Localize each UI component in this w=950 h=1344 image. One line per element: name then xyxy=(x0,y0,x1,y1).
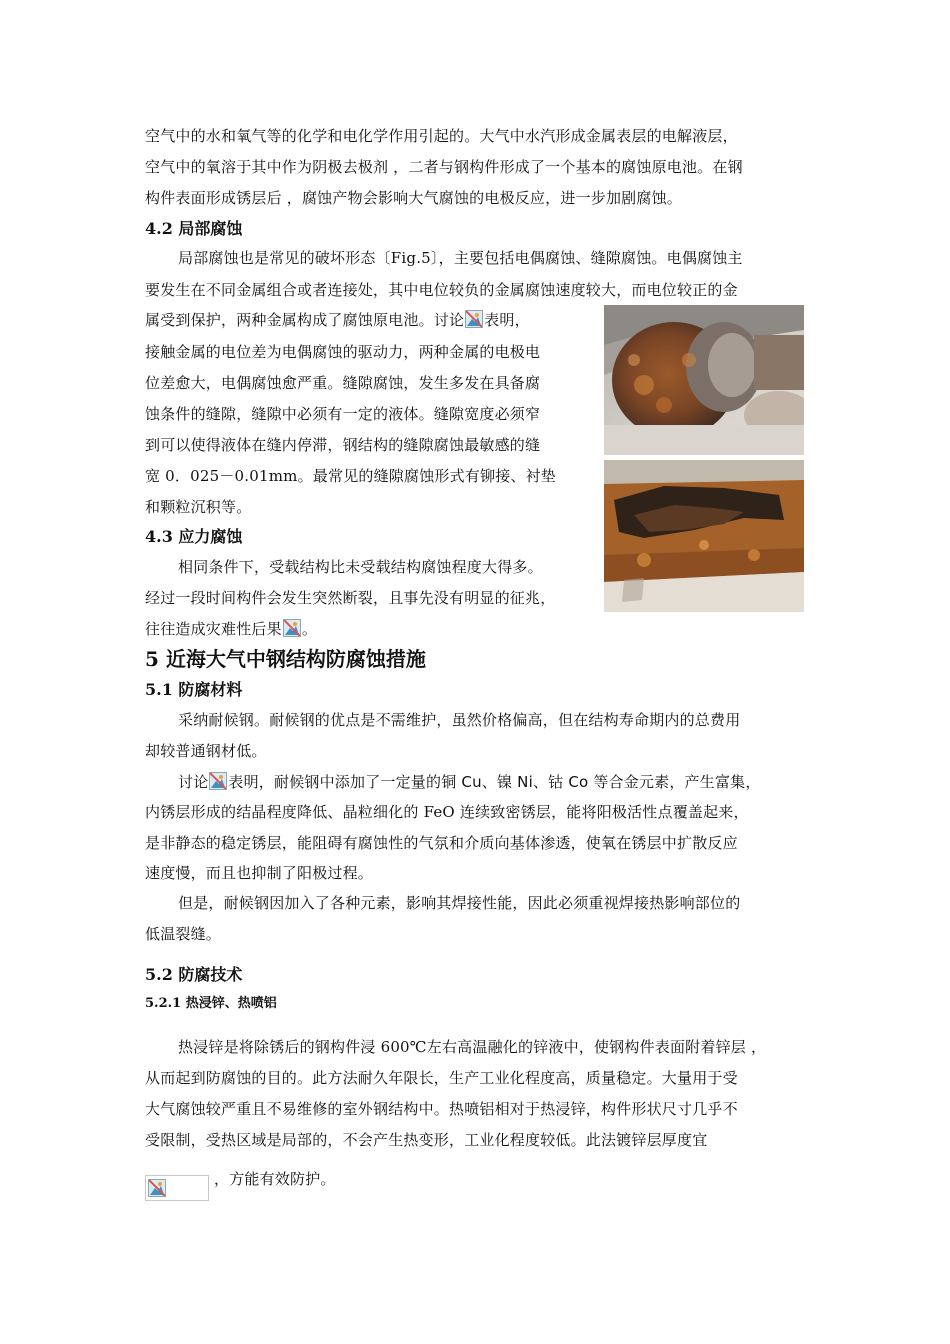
s51-p1-line-1: 采纳耐候钢。耐候钢的优点是不需维护，虽然价格偏高，但在结构寿命期内的总费用 xyxy=(178,711,741,729)
corrosion-photo-bottom xyxy=(604,460,804,612)
heading-5-2: 5.2 防腐技术 xyxy=(145,965,243,984)
element-ni: Ni xyxy=(517,773,533,791)
s42-line-2: 要发生在不同金属组合或者连接处，其中电位较负的金属腐蚀速度较大，而电位较正的金 xyxy=(145,281,738,299)
s42-line-4: 接触金属的电位差为电偶腐蚀的驱动力，两种金属的电极电 xyxy=(145,343,541,361)
broken-image-placeholder xyxy=(145,1175,209,1201)
broken-image-icon xyxy=(209,772,227,790)
broken-image-icon xyxy=(465,310,483,328)
s51-p2-line-3: 是非静态的稳定锈层，能阻碍有腐蚀性的气氛和介质向基体渗透，使氧在锈层中扩散反应 xyxy=(145,834,738,852)
broken-image-icon xyxy=(148,1179,166,1197)
s42-line-3-text-a: 属受到保护，两种金属构成了腐蚀原电池。讨论 xyxy=(145,311,465,329)
heading-4-2: 4.2 局部腐蚀 xyxy=(145,219,243,238)
corrosion-photo-top xyxy=(604,305,804,455)
intro-line-1: 空气中的水和氧气等的化学和电化学作用引起的。大气中水汽形成金属表层的电解液层， xyxy=(145,127,738,145)
s42-line-3-text-b: 表明， xyxy=(484,311,530,329)
s52-line-3: 大气腐蚀较严重且不易维修的室外钢结构中。热喷铝相对于热浸锌，构件形状尺寸几乎不 xyxy=(145,1100,738,1118)
s52-line-5: ，方能有效防护。 xyxy=(214,1170,336,1188)
broken-image-icon xyxy=(283,619,301,637)
s52-line-2: 从而起到防腐蚀的目的。此方法耐久年限长，生产工业化程度高，质量稳定。大量用于受 xyxy=(145,1069,738,1087)
s42-line-6: 蚀条件的缝隙，缝隙中必须有一定的液体。缝隙宽度必须窄 xyxy=(145,405,541,423)
s51-p1-line-2: 却较普通钢材低。 xyxy=(145,742,267,760)
intro-line-3: 构件表面形成锈层后 ，腐蚀产物会影响大气腐蚀的电极反应，进一步加剧腐蚀。 xyxy=(145,189,682,207)
s51-p2-line-2: 内锈层形成的结晶程度降低、晶粒细化的 FeO 连续致密锈层，能将阳极活性点覆盖起来， xyxy=(145,803,749,821)
s43-line-1: 相同条件下，受载结构比未受载结构腐蚀程度大得多。 xyxy=(178,558,543,576)
heading-5-2-1: 5.2.1 热浸锌、热喷铝 xyxy=(145,996,277,1011)
s51-p2-text-a: 讨论 xyxy=(178,773,209,791)
s51-p2-text-c: 等合金元素，产生富集， xyxy=(588,773,761,791)
s42-line-9: 和颗粒沉积等。 xyxy=(145,498,252,516)
element-cu: Cu xyxy=(461,773,482,791)
s42-line-3 xyxy=(145,305,530,335)
s42-line-7: 到可以使得液体在缝内停滞，钢结构的缝隙腐蚀最敏感的缝 xyxy=(145,436,541,454)
s42-line-5: 位差愈大，电偶腐蚀愈严重。缝隙腐蚀，发生多发在具备腐 xyxy=(145,374,541,392)
element-co: Co xyxy=(568,773,589,791)
s51-p2-line-4: 速度慢，而且也抑制了阳极过程。 xyxy=(145,864,374,882)
s51-p2-line-1 xyxy=(178,767,761,797)
heading-5-1: 5.1 防腐材料 xyxy=(145,680,243,699)
s42-line-8: 宽 0．025－0.01mm。最常见的缝隙腐蚀形式有铆接、衬垫 xyxy=(145,467,556,485)
s51-p3-line-2: 低温裂缝。 xyxy=(145,925,222,943)
s52-line-1: 热浸锌是将除锈后的钢构件浸 600℃左右高温融化的锌液中，使钢构件表面附着锌层 ， xyxy=(178,1038,767,1056)
s43-line-2: 经过一段时间构件会发生突然断裂，且事先没有明显的征兆， xyxy=(145,589,556,607)
s43-line-3-text-b: 。 xyxy=(301,620,318,638)
heading-5: 5 近海大气中钢结构防腐蚀措施 xyxy=(145,647,426,671)
s51-p2-text-b: 表明，耐候钢中添加了一定量的铜 xyxy=(228,773,462,791)
s52-line-4: 受限制，受热区域是局部的，不会产生热变形，工业化程度较低。此法镀锌层厚度宜 xyxy=(145,1131,708,1149)
s51-p2-sep-2: 、钴 xyxy=(532,773,569,791)
heading-4-3: 4.3 应力腐蚀 xyxy=(145,527,243,546)
s51-p2-sep-1: 、镍 xyxy=(481,773,518,791)
s51-p3-line-1: 但是，耐候钢因加入了各种元素，影响其焊接性能，因此必须重视焊接热影响部位的 xyxy=(178,894,741,912)
s43-line-3-text-a: 往往造成灾难性后果 xyxy=(145,620,282,638)
intro-line-2: 空气中的氧溶于其中作为阴极去极剂 ，二者与钢构件形成了一个基本的腐蚀原电池。在钢 xyxy=(145,158,743,176)
s42-line-1: 局部腐蚀也是常见的破坏形态〔Fig.5〕，主要包括电偶腐蚀、缝隙腐蚀。电偶腐蚀主 xyxy=(178,249,743,267)
s43-line-3 xyxy=(145,614,317,644)
